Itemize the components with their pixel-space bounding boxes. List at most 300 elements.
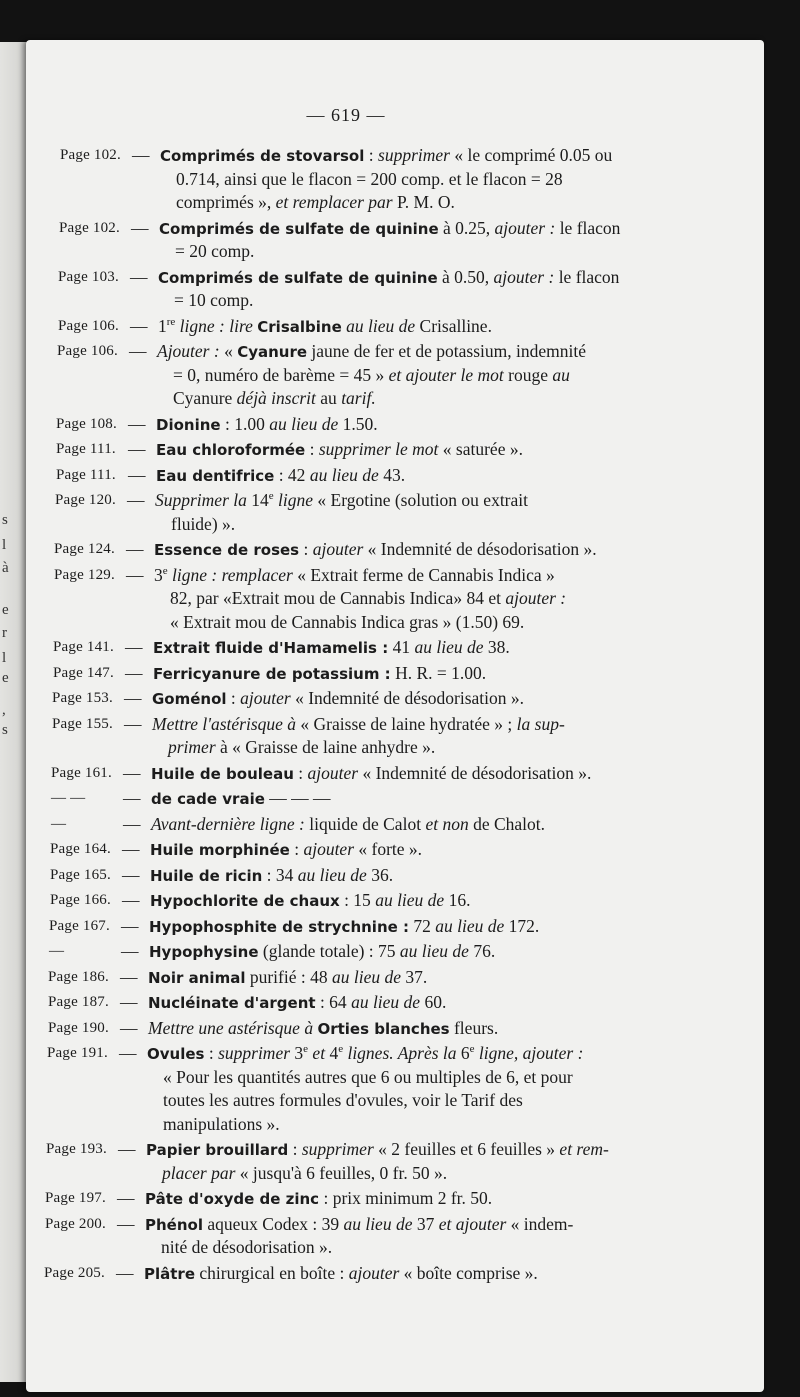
text-run: P. M. O. [392,192,455,212]
text-run: et non [425,813,469,834]
em-dash: — [120,992,138,1012]
em-dash: — [122,890,140,910]
page-reference: Page 103. [58,268,119,285]
product-name: Plâtre [144,1264,195,1283]
text-run: : [305,439,319,459]
entry-line [174,289,253,313]
product-name: Essence de roses [154,541,300,559]
text-run: = 0, numéro de barème = 45 » [173,364,389,385]
entry-line [144,1262,538,1287]
text-run: « Ergotine (solution ou extrait [313,490,529,510]
em-dash: — [126,539,144,559]
text-run: 38. [483,637,510,657]
em-dash: — [123,813,141,834]
text-run: 172. [504,915,540,936]
text-run: 76. [468,941,496,961]
text-run: manipulations ». [163,1113,280,1134]
text-run: et ajouter le mot [388,364,504,385]
errata-entry [26,144,764,215]
text-run: au lieu de [346,315,416,336]
text-run: (glande totale) : 75 [258,941,400,961]
text-run: : [204,1043,219,1063]
text-run: = 10 comp. [174,290,254,310]
page-reference: Page 200. [45,1215,106,1232]
em-dash: — [117,1188,135,1208]
text-run: « Extrait mou de Cannabis Indica gras » (1.50) 69. [170,611,525,632]
text-run: « boîte comprise ». [399,1262,538,1283]
text-run: : [289,839,304,859]
page-reference: Page 193. [46,1141,107,1157]
product-name: Goménol [152,690,227,708]
text-run: : 64 [315,992,352,1012]
product-name: Papier brouillard [146,1141,289,1159]
product-name: Eau dentifrice [156,466,275,485]
em-dash: — [125,637,143,657]
margin-fragment: s [2,722,8,738]
product-name: Eau chloroformée [156,441,306,459]
text-run: supprimer [218,1043,291,1063]
entry-line [170,611,524,635]
product-name: Cyanure [237,343,308,361]
text-run: supprimer [378,145,450,165]
page-reference: Page 155. [52,715,113,732]
text-run: au lieu de [269,413,339,434]
entry-line [157,340,586,365]
entry-line [176,168,563,192]
text-run: 0.714, ainsi que le flacon = 200 comp. et le flacon = 28 [176,168,563,189]
errata-entry [26,315,764,339]
text-run: 3 [290,1043,304,1063]
errata-entry [26,762,764,786]
text-run: ajouter : [494,217,556,238]
product-name: Dionine [156,415,221,434]
errata-entry [26,438,764,462]
em-dash: — [120,966,138,987]
entry-line [145,1187,492,1212]
text-run: ligne [273,490,314,510]
product-name: Hypophysine [149,943,259,961]
em-dash: — [122,864,140,885]
entry-line [162,1162,447,1186]
text-run: « saturée ». [438,439,523,459]
text-run: le flacon [554,266,620,287]
text-run: ajouter [307,762,359,783]
errata-entry [26,687,764,711]
product-name: Crisalbine [257,317,342,336]
text-run: Mettre une astérisque à [148,1017,314,1038]
errata-entry [26,464,764,488]
text-run: ligne : lire [175,315,253,336]
text-run: Supprimer la [155,490,247,510]
em-dash: — [126,564,144,585]
errata-entry [26,489,764,536]
text-run: au lieu de [343,1213,413,1234]
margin-fragment: r [2,625,7,641]
entry-line [151,813,545,837]
margin-fragment: s [2,512,8,528]
errata-entry [26,915,764,939]
text-run: 37 [412,1213,439,1234]
text-run: 43. [378,464,406,485]
text-run: tarif. [341,388,376,408]
product-name: Huile de ricin [150,866,263,885]
entry-line [148,991,446,1016]
entry-line [147,1042,583,1067]
text-run: 37. [401,966,428,987]
text-run: et ajouter [438,1213,507,1234]
entry-line [150,889,470,914]
text-run: ajouter : [505,588,567,608]
document-page [26,40,764,1392]
page-reference: Page 111. [56,466,116,483]
product-name: de cade vraie [151,790,265,808]
errata-entry [26,564,764,635]
page-reference: Page 102. [60,147,121,163]
page-reference: Page 102. [59,219,120,236]
page-reference: Page 167. [49,917,110,934]
entry-line [148,966,427,991]
em-dash: — [132,145,150,165]
em-dash: — [123,788,141,808]
text-run: supprimer le mot [318,439,439,459]
text-run: au lieu de [297,864,367,885]
page-number: — 619 — [306,105,386,125]
text-run: toutes les autres formules d'ovules, voir le Tarif des [163,1090,523,1110]
text-run: aqueux Codex : 39 [202,1213,344,1234]
product-name: Comprimés de sulfate de quinine [159,219,439,238]
text-run: fluide) ». [171,513,236,534]
page-reference: Page 120. [55,492,116,508]
page-reference: — [51,815,67,832]
text-run: au lieu de [309,464,379,485]
text-run: et remplacer par [275,192,393,212]
entry-line [153,662,486,687]
em-dash: — [128,413,146,434]
text-run: Crisalline. [415,315,492,336]
entry-line [152,687,524,712]
text-run: : [293,762,308,783]
text-run: — — — [264,788,331,808]
errata-entry [26,538,764,562]
page-reference: — [49,943,65,959]
page-reference: Page 186. [48,968,109,985]
entry-line [149,915,539,940]
errata-entry [26,813,764,837]
text-run: 6 [456,1043,470,1063]
superscript: e [162,564,168,577]
margin-fragment: , [2,702,6,718]
entry-line [148,1017,498,1042]
text-run: 3 [154,564,163,585]
entry-line [168,736,435,760]
text-run: 16. [444,890,471,910]
page-reference: Page 197. [45,1190,106,1206]
errata-entry [26,1213,764,1260]
text-run: supprimer [301,1139,374,1159]
text-run: et [308,1043,326,1063]
entry-line [156,464,405,489]
errata-entry [26,713,764,760]
text-run: à 0.50, [437,266,494,287]
text-run: : [226,688,241,708]
errata-entry [26,1017,764,1041]
text-run: : [364,145,379,165]
text-run: « Indemnité de désodorisation ». [290,688,525,708]
text-run: ajouter [303,839,355,859]
errata-entry [26,413,764,437]
text-run: Ajouter : [157,341,220,361]
text-run: comprimés », [176,192,276,212]
product-name: Hypophosphite de strychnine : [149,917,410,936]
em-dash: — [120,1017,138,1038]
text-run: : 42 [274,464,310,485]
page-reference: Page 187. [48,994,109,1010]
entry-line [159,217,620,242]
text-run: « Indemnité de désodorisation ». [363,539,597,559]
entry-line [173,364,570,388]
text-run: purifié : 48 [245,966,332,987]
errata-entry [26,966,764,990]
errata-entry [26,889,764,913]
text-run: Avant-dernière ligne : [151,813,305,834]
text-run: 60. [420,992,447,1012]
em-dash: — [128,464,146,485]
margin-fragment: à [2,560,9,576]
superscript: e [469,1043,475,1056]
text-run: « Extrait ferme de Cannabis Indica » [292,564,555,585]
text-run: au lieu de [331,966,401,987]
entry-line [163,1113,280,1137]
product-name: Comprimés de stovarsol [160,147,365,165]
product-name: Huile morphinée [150,841,290,859]
em-dash: — [124,688,142,708]
em-dash: — [125,662,143,683]
text-run: ajouter [348,1262,400,1283]
text-run: 72 [409,915,436,936]
entry-line [158,266,619,291]
product-name: Phénol [145,1215,203,1234]
page-reference: Page 191. [47,1045,108,1061]
entry-line [145,1213,573,1238]
text-run: : prix minimum 2 fr. 50. [319,1188,493,1208]
entry-line [175,240,254,264]
text-run: : 15 [339,890,376,910]
text-run: et rem- [559,1139,609,1159]
margin-fragment: l [2,537,7,553]
product-name: Nucléinate d'argent [148,994,316,1012]
text-run: 1.50. [338,413,378,434]
page-reference: Page 147. [53,664,114,681]
text-run: liquide de Calot [304,813,426,834]
errata-entry [26,940,764,964]
product-name: Hypochlorite de chaux [150,892,340,910]
em-dash: — [118,1139,136,1159]
entry-line [154,564,555,588]
text-run: 14 [246,490,269,510]
em-dash: — [130,266,148,287]
text-run: « Pour les quantités autres que 6 ou multiples de 6, et pour [163,1066,573,1087]
page-reference: Page 141. [53,639,114,655]
errata-entry [26,217,764,264]
superscript: e [338,1043,344,1056]
text-run: 82, par «Extrait mou de Cannabis Indica» 84 et [170,588,506,608]
text-run: ligne : remplacer [167,564,293,585]
page-reference: Page 164. [50,841,111,857]
entry-line [176,191,455,215]
page-reference: Page 108. [56,415,117,432]
text-run: primer [168,737,216,757]
em-dash: — [131,217,149,238]
text-run: « Indemnité de désodorisation ». [358,762,592,783]
text-run: H. R. = 1.00. [390,662,487,683]
text-run: au [552,364,570,385]
product-name: Noir animal [148,968,246,987]
entry-line [163,1089,523,1113]
text-run: au lieu de [399,941,469,961]
errata-entry [26,340,764,411]
em-dash: — [116,1262,134,1283]
text-run: ajouter [240,688,291,708]
text-run: de Chalot. [468,813,546,834]
em-dash: — [127,490,145,510]
superscript: re [166,315,176,328]
errata-entry [26,838,764,862]
text-run: : [299,539,313,559]
entry-line [150,864,393,889]
text-run: : [288,1139,302,1159]
text-run: : 34 [262,864,298,885]
text-run: au [315,388,342,408]
entry-line [161,1236,332,1260]
text-run: ajouter : [493,266,555,287]
em-dash: — [119,1043,137,1063]
text-run: la sup- [516,713,565,734]
entry-line [156,438,523,463]
errata-entry [26,787,764,811]
text-run: au lieu de [414,637,484,657]
text-run: au lieu de [351,992,421,1012]
errata-entry [26,1262,764,1286]
text-run: déjà inscrit [236,388,316,408]
text-run: nité de désodorisation ». [161,1237,333,1257]
text-run: fleurs. [449,1017,499,1038]
text-run: « [219,341,238,361]
page-reference: Page 205. [44,1264,105,1281]
page-reference: Page 106. [58,317,119,334]
errata-entry [26,662,764,686]
entry-line [154,538,597,563]
page-reference: Page 106. [57,343,118,359]
text-run: jaune de fer et de potassium, indemnité [307,341,586,361]
text-run: 41 [388,637,415,657]
errata-list [26,144,764,1287]
em-dash: — [128,439,146,459]
em-dash: — [129,341,147,361]
em-dash: — [121,941,139,961]
margin-fragment: l [2,650,7,666]
entry-line [171,513,235,537]
text-run: ligne, ajouter : [474,1043,584,1063]
product-name: Ovules [147,1045,205,1063]
errata-entry [26,1138,764,1185]
page-reference: Page 190. [48,1019,109,1036]
text-run: à « Graisse de laine anhydre ». [215,737,436,757]
entry-line [153,636,510,661]
page-reference: Page 161. [51,764,112,781]
em-dash: — [124,713,142,734]
em-dash: — [122,839,140,859]
entry-line [163,1066,573,1090]
text-run: 4 [325,1043,339,1063]
errata-entry [26,1187,764,1211]
entry-line [150,838,422,863]
em-dash: — [121,915,139,936]
text-run: « indem- [506,1213,574,1234]
errata-entry [26,991,764,1015]
entry-line [149,940,495,965]
em-dash: — [130,315,148,336]
page-reference: Page 129. [54,566,115,583]
errata-entry [26,266,764,313]
entry-line [151,762,591,787]
page-reference: Page 111. [56,441,116,457]
entry-line [155,489,528,513]
text-run: « jusqu'à 6 feuilles, 0 fr. 50 ». [235,1162,448,1183]
product-name: Comprimés de sulfate de quinine [158,268,438,287]
product-name: Pâte d'oxyde de zinc [145,1190,320,1208]
text-run: le flacon [555,217,621,238]
text-run: : 1.00 [220,413,270,434]
text-run: chirurgical en boîte : [195,1262,349,1283]
entry-line [158,315,492,340]
page-reference: Page 165. [50,866,111,883]
margin-fragment: e [2,602,9,618]
product-name: Ferricyanure de potassium : [153,664,391,683]
text-run: lignes. Après la [343,1043,457,1063]
text-run: rouge [503,364,553,385]
entry-line [156,413,378,438]
product-name: Extrait fluide d'Hamamelis : [153,639,389,657]
errata-entry [26,636,764,660]
errata-entry [26,1042,764,1136]
product-name: Orties blanches [317,1019,450,1038]
entry-line [146,1138,609,1163]
text-run: Mettre l'astérisque à [152,713,297,734]
page-reference: Page 153. [52,690,113,706]
entry-line [160,144,612,169]
text-run: = 20 comp. [175,241,255,261]
text-run: 1 [158,315,167,336]
entry-line [151,787,331,812]
page-reference: Page 166. [50,892,111,908]
product-name: Huile de bouleau [151,764,294,783]
text-run: « forte ». [354,839,423,859]
text-run: Cyanure [173,388,237,408]
text-run: ajouter [312,539,364,559]
text-run: 36. [366,864,394,885]
margin-fragment: e [2,670,9,686]
superscript: e [268,490,274,503]
text-run: au lieu de [435,915,505,936]
em-dash: — [117,1213,135,1234]
text-run: « 2 feuilles et 6 feuilles » [373,1139,560,1159]
text-run: placer par [162,1162,236,1183]
text-run: « le comprimé 0.05 ou [449,145,613,165]
text-run: à 0.25, [438,217,495,238]
em-dash: — [123,762,141,783]
entry-line [152,713,565,737]
entry-line [173,387,376,411]
